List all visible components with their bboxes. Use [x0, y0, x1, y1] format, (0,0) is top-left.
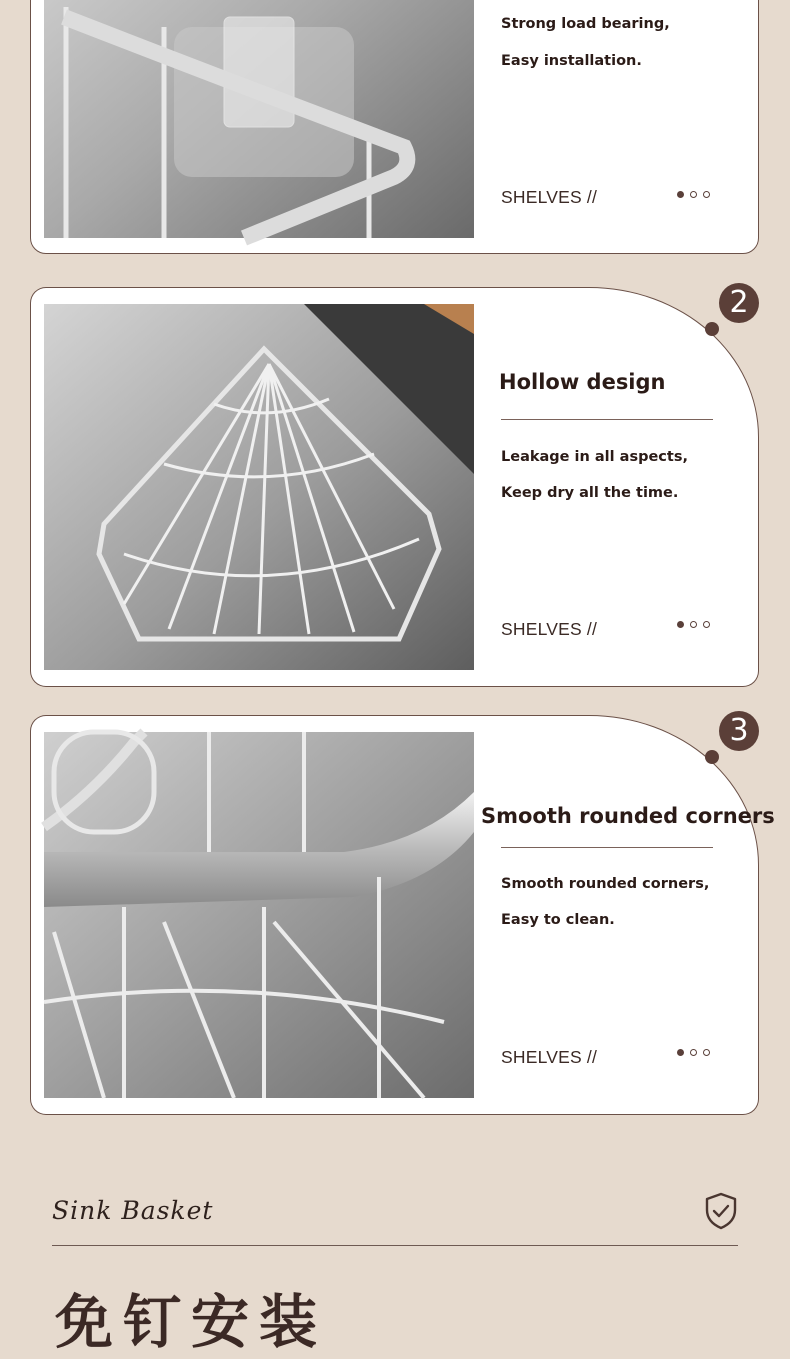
- pagination-dot: [703, 191, 710, 198]
- section-divider: [52, 1245, 738, 1246]
- heading-divider: [501, 847, 713, 848]
- pagination-dot: [703, 1049, 710, 1056]
- product-photo-hook: [44, 0, 474, 238]
- card-footer-label: SHELVES //: [501, 619, 598, 639]
- badge-connector-dot: [705, 322, 719, 336]
- pagination-dot: [690, 1049, 697, 1056]
- pagination-dots: [677, 621, 710, 628]
- product-photo-corner-rail: [44, 732, 474, 1098]
- badge-connector-dot: [705, 750, 719, 764]
- card-description-line-2: Easy to clean.: [501, 912, 615, 928]
- step-number-badge: 2: [719, 283, 759, 323]
- pagination-dot: [690, 621, 697, 628]
- card-footer-label: SHELVES //: [501, 187, 598, 207]
- card-description-line-1: Strong load bearing,: [501, 16, 670, 32]
- feature-card-hollow-design: [30, 287, 759, 687]
- step-number-badge: 3: [719, 711, 759, 751]
- pagination-dot: [703, 621, 710, 628]
- pagination-dots: [677, 1049, 710, 1056]
- card-text-area: [501, 0, 756, 253]
- shield-check-icon: [704, 1192, 738, 1230]
- card-heading: Hollow design: [499, 370, 666, 394]
- card-description-line-2: Easy installation.: [501, 53, 642, 69]
- pagination-dot-active: [677, 621, 684, 628]
- feature-card-rounded-corners: [30, 715, 775, 1115]
- card-text-area: [501, 288, 756, 686]
- pagination-dot-active: [677, 191, 684, 198]
- heading-divider: [501, 419, 713, 420]
- card-description-line-1: Leakage in all aspects,: [501, 449, 688, 465]
- product-photo-wire-basket: [44, 304, 474, 670]
- card-text-area: [481, 716, 775, 1114]
- card-heading: Smooth rounded corners: [481, 804, 775, 828]
- feature-card-load-bearing: [30, 0, 759, 254]
- section-title: Sink Basket: [52, 1196, 214, 1225]
- card-footer-label: SHELVES //: [501, 1047, 598, 1067]
- card-description-line-2: Keep dry all the time.: [501, 485, 679, 501]
- pagination-dot: [690, 191, 697, 198]
- card-description-line-1: Smooth rounded corners,: [501, 876, 710, 892]
- pagination-dots: [677, 191, 710, 198]
- pagination-dot-active: [677, 1049, 684, 1056]
- cropped-section-heading: 免钉安装: [55, 1288, 328, 1356]
